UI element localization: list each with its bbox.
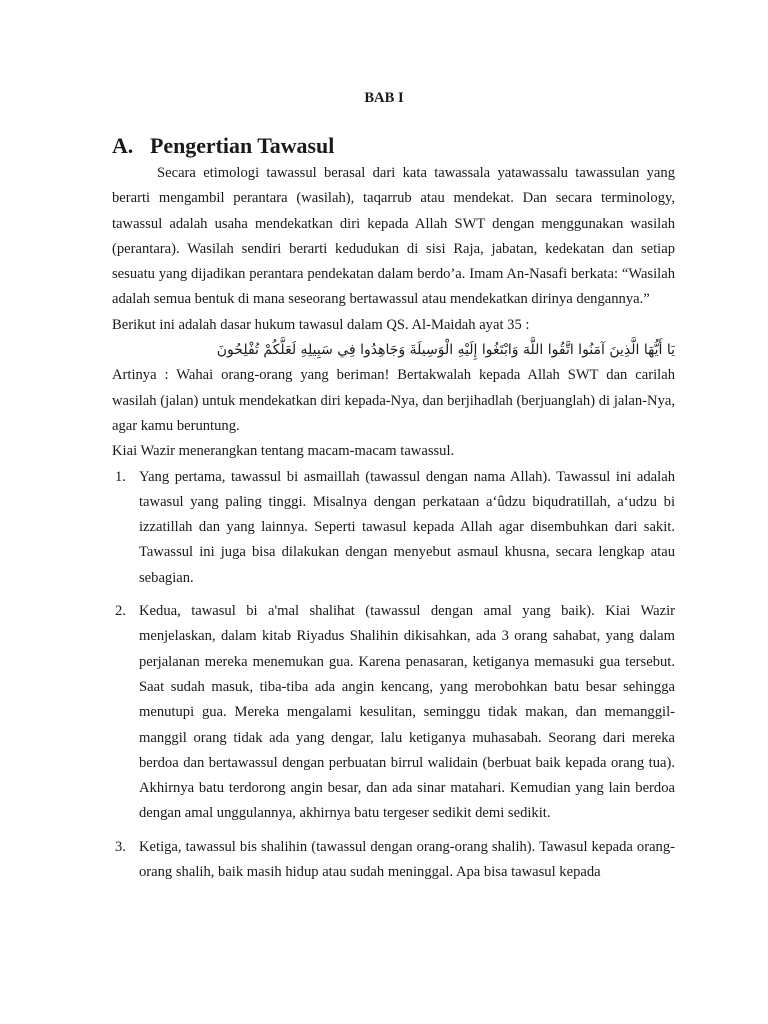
- list-item: [112, 465, 675, 591]
- list-item-text: Kedua, tawasul bi a'mal shalihat (tawassul dengan amal yang baik). Kiai Wazir menjelaskan, dalam kitab Riyadus Shalihin dikisahkan, ada 3 orang sahabat, yang dalam perjalanan mereka menemukan gua. Karena penasaran, ketiganya memasuki gua tersebut. Saat sudah masuk, tiba-tiba ada angin kencang, yang merobohkan batu besar sehingga menutupi gua. Mereka mengalami kesulitan, seminggu tidak makan, dan memanggil-manggil orang tidak ada yang dengar, lalu ketiganya muhasabah. Seorang dari mereka berdoa dan bertawassul dengan perbuatan birrul walidain (berbuat baik kepada orang tua). Akhirnya batu terdorong angin besar, dan ada sinar matahari. Kemudian yang lain berdoa dengan amal unggulannya, akhirnya batu tergeser sedikit demi sedikit.: [139, 603, 675, 822]
- section-title: Pengertian Tawasul: [150, 133, 335, 158]
- section-number: A.: [112, 133, 134, 158]
- list-item-text: Yang pertama, tawassul bi asmaillah (tawassul dengan nama Allah). Tawassul ini adalah tawasul yang paling tinggi. Misalnya dengan perkataan a‘ûdzu biqudratillah, a‘udzu bi izzatillah dan yang lainnya. Seperti tawasul kepada Allah agar disembuhkan dari sakit. Tawassul ini juga bisa dilakukan dengan menyebut asmaul khusna, secara lengkap atau sebagian.: [139, 468, 675, 586]
- list-item-number: 3.: [115, 838, 126, 855]
- verse-intro: Berikut ini adalah dasar hukum tawasul dalam QS. Al-Maidah ayat 35 :: [112, 316, 530, 333]
- list-item-number: 2.: [115, 603, 126, 620]
- list-intro: Kiai Wazir menerangkan tentang macam-macam tawassul.: [112, 443, 455, 460]
- section-heading: [112, 133, 335, 158]
- list-item-text: Ketiga, tawassul bis shalihin (tawassul dengan orang-orang shalih). Tawasul kepada orang-orang shalih, baik masih hidup atau sudah meninggal. Apa bisa tawasul kepada: [139, 838, 675, 881]
- chapter-title: BAB I: [364, 90, 404, 106]
- quran-verse-arabic: يَا أَيُّهَا الَّذِينَ آمَنُوا اتَّقُوا اللَّهَ وَابْتَغُوا إِلَيْهِ الْوَسِيلَةَ وَجَاهِدُوا فِي سَبِيلِهِ لَعَلَّكُمْ تُفْلِحُونَ: [216, 342, 675, 359]
- list-item-number: 1.: [115, 468, 126, 485]
- document-body: [112, 161, 675, 893]
- verse-translation: Artinya : Wahai orang-orang yang beriman! Bertakwalah kepada Allah SWT dan carilah wasilah (jalan) untuk mendekatkan diri kepada-Nya, dan berjihadlah (berjuanglah) di jalan-Nya, agar kamu beruntung.: [112, 367, 675, 434]
- definition-paragraph: Secara etimologi tawassul berasal dari kata tawassala yatawassalu tawassulan yang berarti mengambil perantara (wasilah), taqarrub atau mendekat. Dan secara terminology, tawassul adalah usaha mendekatkan diri kepada Allah SWT dengan menggunakan wasilah (perantara). Wasilah sendiri berarti kedudukan di sisi Raja, jabatan, kedekatan dan setiap sesuatu yang dijadikan perantara pendekatan dalam berdo’a. Imam An-Nasafi berkata: “Wasilah adalah semua bentuk di mana seseorang bertawassul atau mendekatkan dirinya dengannya.”: [112, 165, 675, 308]
- list-item: [112, 835, 675, 886]
- tawassul-types-list: [112, 465, 675, 886]
- list-item: [112, 599, 675, 827]
